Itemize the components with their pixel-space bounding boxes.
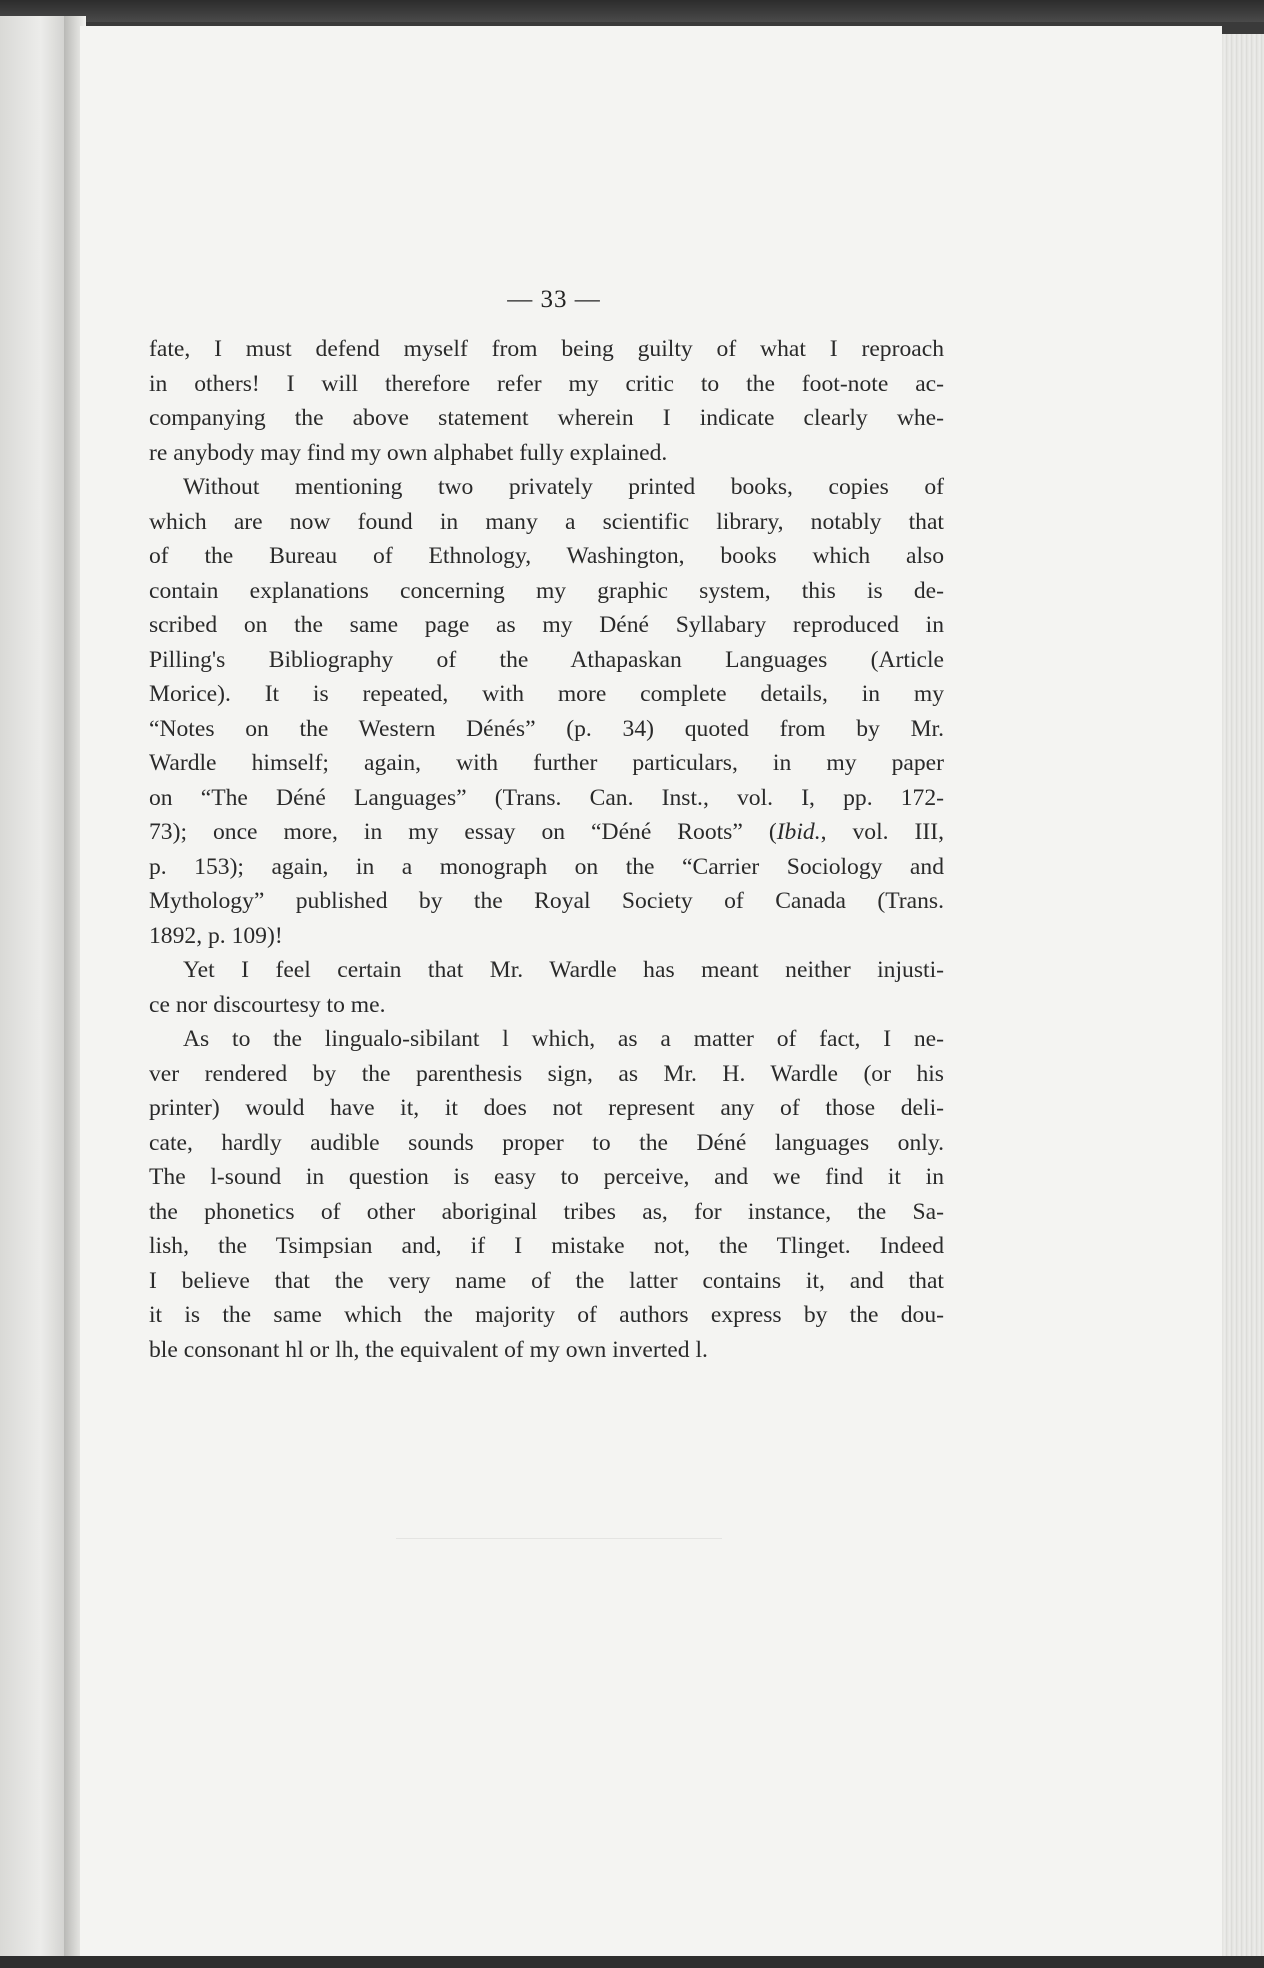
text-line: fate, I must defend myself from being guilty of what I reproach [149, 336, 944, 362]
text-line: ce nor discourtesy to me. [149, 991, 386, 1018]
text-line: in others! I will therefore refer my critic to the foot-note ac- [149, 370, 944, 397]
text-line: re anybody may find my own alphabet fully explained. [149, 439, 668, 466]
text-line: Without mentioning two privately printed books, copies of [183, 474, 944, 500]
paragraph-2 [149, 470, 944, 953]
text-line: it is the same which the majority of authors express by the dou- [149, 1302, 944, 1328]
body-text [149, 332, 944, 1367]
text-line: ver rendered by the parenthesis sign, as Mr. H. Wardle (or his [149, 1060, 944, 1087]
text-line: “Notes on the Western Dénés” (p. 34) quoted from by Mr. [149, 715, 944, 742]
page-number: — 33 — [507, 286, 601, 313]
text-line: As to the lingualo-sibilant l which, as a matter of fact, I ne- [183, 1026, 944, 1052]
text-line: cate, hardly audible sounds proper to the Déné languages only. [149, 1129, 944, 1156]
paragraph-3 [149, 953, 944, 1022]
italic-term: Ibid. [776, 819, 821, 845]
scan-top-border [0, 0, 1264, 22]
text-line: Pilling's Bibliography of the Athapaskan Languages (Article [149, 646, 944, 673]
text-line: lish, the Tsimpsian and, if I mistake not, the Tlinget. Indeed [149, 1233, 944, 1259]
text-line: printer) would have it, it does not represent any of those deli- [149, 1095, 944, 1121]
text-line: the phonetics of other aboriginal tribes as, for instance, the Sa- [149, 1198, 944, 1225]
text-line: ble consonant hl or lh, the equivalent of my own inverted l. [149, 1336, 708, 1363]
text-line: Yet I feel certain that Mr. Wardle has meant neither injusti- [183, 957, 944, 983]
text-line: Wardle himself; again, with further particulars, in my paper [149, 750, 944, 776]
text-line: scribed on the same page as my Déné Syllabary reproduced in [149, 612, 944, 638]
paragraph-1 [149, 332, 944, 470]
text-line: p. 153); again, in a monograph on the “Carrier Sociology and [149, 853, 944, 880]
text-line: companying the above statement wherein I indicate clearly whe- [149, 405, 944, 431]
text-line: contain explanations concerning my graphic system, this is de- [149, 577, 944, 604]
text-line: 1892, p. 109)! [149, 922, 283, 949]
text-line: which are now found in many a scientific library, notably that [149, 508, 944, 535]
text-line: of the Bureau of Ethnology, Washington, books which also [149, 543, 944, 569]
text-line: on “The Déné Languages” (Trans. Can. Inst., vol. I, pp. 172- [149, 784, 944, 811]
text-line: Mythology” published by the Royal Society of Canada (Trans. [149, 888, 944, 914]
faint-rule [396, 1538, 722, 1539]
text-line: The l-sound in question is easy to perceive, and we find it in [149, 1164, 944, 1190]
text-line: I believe that the very name of the latter contains it, and that [149, 1267, 944, 1294]
scan-bottom-border [0, 1956, 1264, 1968]
page-stack-edge [1222, 34, 1264, 1956]
text-line: 73); once more, in my essay on “Déné Roots” (Ibid., vol. III, [149, 819, 944, 845]
text-line: Morice). It is repeated, with more complete details, in my [149, 681, 944, 707]
paragraph-4 [149, 1022, 944, 1367]
